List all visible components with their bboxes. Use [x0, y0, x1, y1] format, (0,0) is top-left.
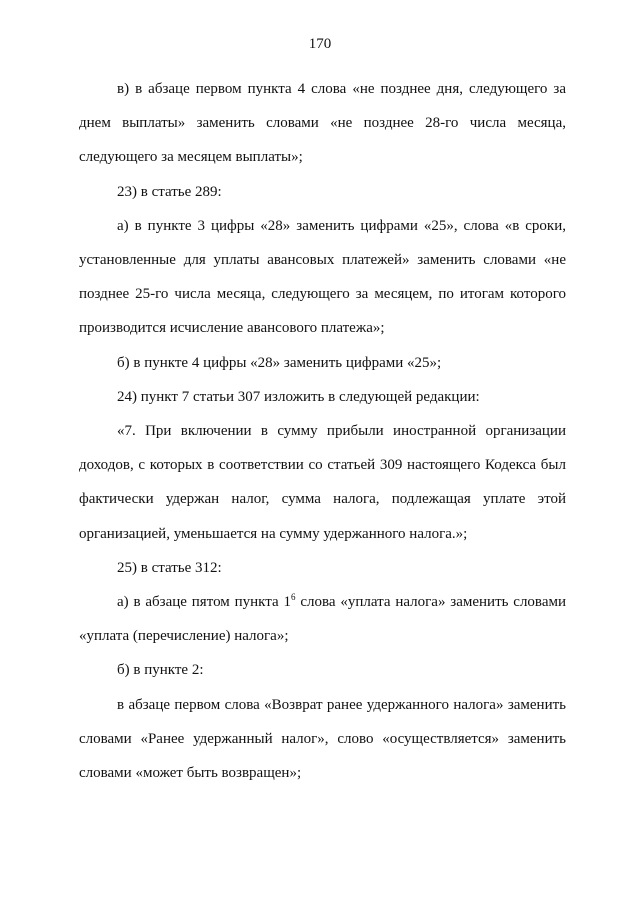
paragraph-item-25: 25) в статье 312: [117, 559, 222, 576]
superscript: 6 [290, 592, 296, 603]
text-segment: слова «уплата налога» заменить словами «уплата (перечисление) налога»; [79, 594, 566, 645]
paragraph-abzac-1-vozvrat: в абзаце первом слова «Возврат ранее удержанного налога» заменить словами «Ранее удержанный налог», слово «осуществляется» заменить словами «может быть возвращен»; [79, 696, 566, 782]
page-number: 170 [308, 36, 332, 52]
paragraph-item-23: 23) в статье 289: [117, 183, 222, 200]
paragraph-quote-7: «7. При включении в сумму прибыли иностранной организации доходов, с которых в соответствии со статьей 309 настоящего Кодекса был фактически удержан налог, сумма налога, подлежащая уплате этой организацией, уменьшается на сумму удержанного налога.»; [79, 423, 566, 542]
paragraph-v-punkt-4: в) в абзаце первом пункта 4 слова «не позднее дня, следующего за днем выплаты» заменить словами «не позднее 28-го числа месяца, следующего за месяцем выплаты»; [79, 81, 566, 166]
paragraph-b-punkt-4: б) в пункте 4 цифры «28» заменить цифрами «25»; [117, 354, 442, 371]
paragraph-a-punkt-3: а) в пункте 3 цифры «28» заменить цифрами «25», слова «в сроки, установленные для уплаты авансовых платежей» заменить словами «не позднее 25-го числа месяца, следующего за месяцем, по итогам которого производится исчисление авансового платежа»; [79, 217, 566, 337]
paragraph-b-punkt-2: б) в пункте 2: [117, 662, 204, 679]
paragraph-a-abzac-5 [79, 585, 566, 653]
paragraph-item-24: 24) пункт 7 статьи 307 изложить в следующей редакции: [117, 388, 480, 405]
document-body [79, 72, 566, 790]
text-segment: а) в абзаце пятом пункта 1 [117, 594, 291, 611]
